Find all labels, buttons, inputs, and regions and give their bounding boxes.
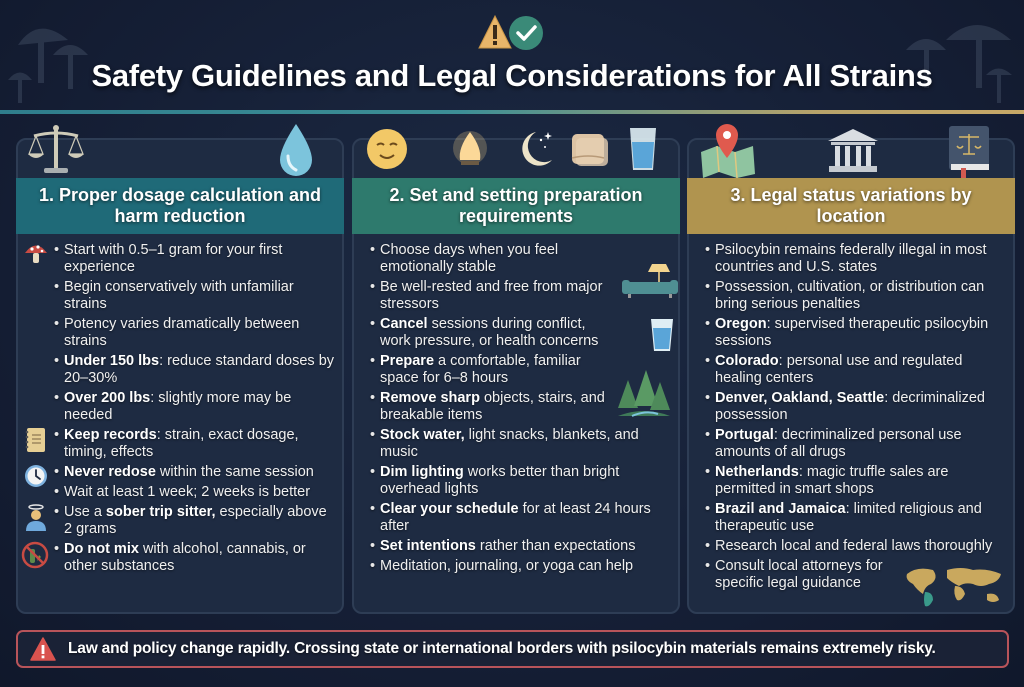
- list-item: • Do not mix with alcohol, cannabis, or other substances: [18, 541, 342, 575]
- list-item: • Wait at least 1 week; 2 weeks is better: [18, 484, 342, 501]
- warning-icon: [479, 16, 511, 48]
- section-list: [18, 242, 342, 578]
- section-icons: [354, 122, 678, 182]
- list-item: • Set intentions rather than expectations: [354, 538, 678, 555]
- list-item: • Netherlands: magic truffle sales are permitted in smart shops: [689, 464, 1013, 498]
- list-item: • Meditation, journaling, or yoga can help: [354, 558, 678, 575]
- list-item: • Colorado: personal use and regulated healing centers: [689, 353, 1013, 387]
- list-item: • Brazil and Jamaica: limited religious and therapeutic use: [689, 501, 1013, 535]
- list-item: • Consult local attorneys for specific legal guidance: [689, 558, 1013, 592]
- list-item: • Begin conservatively with unfamiliar strains: [18, 279, 342, 313]
- list-item: • Potency varies dramatically between strains: [18, 316, 342, 350]
- blanket-icon: [568, 130, 610, 170]
- calm-face-icon: [366, 128, 408, 170]
- section-list: [689, 242, 1013, 595]
- salt-lamp-icon: [452, 126, 488, 172]
- list-item: • Keep records: strain, exact dosage, timing, effects: [18, 427, 342, 461]
- no-substances-icon: [21, 541, 49, 569]
- section-title: 2. Set and setting preparation requirements: [352, 178, 680, 234]
- map-pin-icon: [699, 122, 757, 178]
- list-item: • Never redose within the same session: [18, 464, 342, 481]
- list-item: • Be well-rested and free from major stressors: [354, 279, 678, 313]
- water-glass-icon: [628, 126, 658, 172]
- section-card-set-setting: [352, 138, 680, 614]
- list-item: • Portugal: decriminalized personal use amounts of all drugs: [689, 427, 1013, 461]
- list-item: • Possession, cultivation, or distribution can bring serious penalties: [689, 279, 1013, 313]
- list-item: • Choose days when you feel emotionally stable: [354, 242, 678, 276]
- notebook-icon: [24, 427, 46, 453]
- water-glass-icon: [650, 318, 674, 352]
- list-item: • Dim lighting works better than bright overhead lights: [354, 464, 678, 498]
- section-title: 1. Proper dosage calculation and harm reduction: [16, 178, 344, 234]
- world-map-icon: [903, 564, 1007, 608]
- scales-icon: [26, 124, 86, 176]
- list-item: • Prepare a comfortable, familiar space for 6–8 hours: [354, 353, 678, 387]
- section-title: 3. Legal status variations by location: [687, 178, 1015, 234]
- forest-icon: [618, 370, 670, 418]
- section-card-legal: [687, 138, 1015, 614]
- list-item: • Use a sober trip sitter, especially above 2 grams: [18, 504, 342, 538]
- page-title: Safety Guidelines and Legal Considerations for All Strains: [91, 58, 933, 93]
- section-card-dosage: [16, 138, 344, 614]
- list-item: • Remove sharp objects, stairs, and breakable items: [354, 390, 678, 424]
- section-icons: [689, 122, 1013, 182]
- warning-banner: [16, 630, 1009, 668]
- list-item: • Over 200 lbs: slightly more may be needed: [18, 390, 342, 424]
- law-book-icon: [947, 124, 991, 178]
- header-divider: [0, 110, 1024, 114]
- warning-text: Law and policy change rapidly. Crossing state or international borders with psilocybin materials remains extremely risky.: [68, 640, 936, 657]
- moon-stars-icon: [514, 128, 558, 170]
- lamp-sofa-icon: [622, 264, 678, 300]
- sitter-icon: [24, 504, 48, 532]
- list-item: • Oregon: supervised therapeutic psilocybin sessions: [689, 316, 1013, 350]
- list-item: • Cancel sessions during conflict, work pressure, or health concerns: [354, 316, 678, 350]
- warning-triangle-icon: [30, 637, 56, 661]
- list-item: • Stock water, light snacks, blankets, and music: [354, 427, 678, 461]
- list-item: • Start with 0.5–1 gram for your first experience: [18, 242, 342, 276]
- list-item: • Under 150 lbs: reduce standard doses by 20–30%: [18, 353, 342, 387]
- page-header: [0, 0, 1024, 112]
- list-item: • Psilocybin remains federally illegal in most countries and U.S. states: [689, 242, 1013, 276]
- header-icons: [478, 14, 548, 52]
- list-item: • Research local and federal laws thoroughly: [689, 538, 1013, 555]
- list-item: • Clear your schedule for at least 24 hours after: [354, 501, 678, 535]
- courthouse-icon: [827, 128, 879, 174]
- section-icons: [18, 122, 342, 182]
- check-circle-icon: [509, 16, 543, 50]
- water-drop-icon: [276, 122, 316, 178]
- list-item: • Denver, Oakland, Seattle: decriminalized possession: [689, 390, 1013, 424]
- mushroom-icon: [24, 242, 48, 264]
